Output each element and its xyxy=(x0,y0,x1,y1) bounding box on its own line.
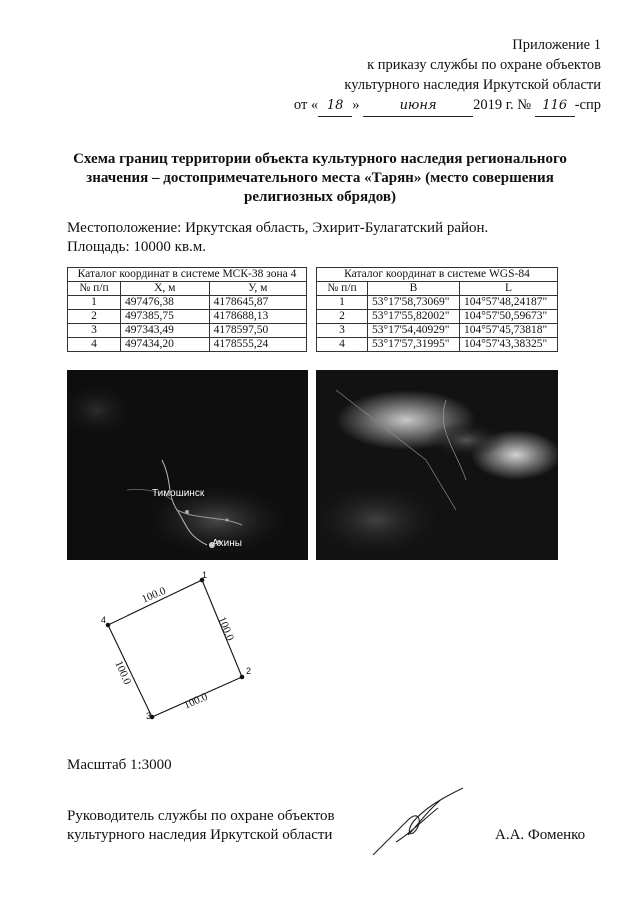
coordinate-cell: 53°17'55,82002" xyxy=(368,310,460,324)
coordinate-cell: 497476,38 xyxy=(121,296,210,310)
date-day: 18 xyxy=(318,96,352,117)
side-length-2-3: 100.0 xyxy=(182,690,210,712)
coordinate-cell: 104°57'50,59673" xyxy=(459,310,557,324)
appendix-title: Приложение 1 xyxy=(512,37,601,53)
point-number-cell: 1 xyxy=(317,296,368,310)
side-length-1-2: 100.0 xyxy=(215,615,237,643)
table-row xyxy=(68,296,307,310)
table-row xyxy=(317,338,558,352)
point-label-2: 2 xyxy=(246,666,252,676)
scale-text: Масштаб 1:3000 xyxy=(67,757,172,773)
column-header: У, м xyxy=(209,282,306,296)
point-number-cell: 3 xyxy=(68,324,121,338)
coordinate-table-wgs84 xyxy=(316,267,558,352)
area-text: Площадь: 10000 кв.м. xyxy=(67,239,207,255)
order-authority: культурного наследия Иркутской области xyxy=(344,77,601,93)
coordinate-cell: 4178688,13 xyxy=(209,310,306,324)
coordinate-cell: 104°57'48,24187" xyxy=(459,296,557,310)
satellite-image xyxy=(316,370,558,560)
order-reference: к приказу службы по охране объектов xyxy=(367,57,601,73)
order-number: 116 xyxy=(535,96,575,117)
table-row xyxy=(317,324,558,338)
satellite-terrain xyxy=(316,370,558,560)
point-number-cell: 2 xyxy=(317,310,368,324)
coordinate-cell: 53°17'54,40929" xyxy=(368,324,460,338)
signer-position-line1: Руководитель службы по охране объектов xyxy=(67,808,335,824)
coordinate-cell: 4178597,50 xyxy=(209,324,306,338)
table-row xyxy=(68,310,307,324)
column-header: № п/п xyxy=(317,282,368,296)
point-number-cell: 4 xyxy=(68,338,121,352)
column-header: № п/п xyxy=(68,282,121,296)
point-label-3: 3 xyxy=(146,711,152,721)
map-label-akhiny: Ахины xyxy=(212,538,242,549)
location-text: Местоположение: Иркутская область, Эхирит-Булагатский район. xyxy=(67,220,489,236)
coordinate-cell: 4178555,24 xyxy=(209,338,306,352)
coordinate-cell: 497343,49 xyxy=(121,324,210,338)
point-number-cell: 2 xyxy=(68,310,121,324)
order-date-line: от « 18 » июня 2019 г. № 116 -спр xyxy=(294,95,601,117)
appendix-header xyxy=(294,35,601,117)
side-length-3-4: 100.0 xyxy=(112,659,134,687)
coordinate-cell: 53°17'58,73069" xyxy=(368,296,460,310)
date-year: 2019 г. № xyxy=(473,97,532,113)
table-caption: Каталог координат в системе WGS-84 xyxy=(317,268,558,282)
coordinate-cell: 497434,20 xyxy=(121,338,210,352)
boundary-point-4 xyxy=(106,623,111,628)
coordinate-cell: 53°17'57,31995" xyxy=(368,338,460,352)
column-header: L xyxy=(459,282,557,296)
signer-position-line2: культурного наследия Иркутской области xyxy=(67,827,333,843)
column-header: B xyxy=(368,282,460,296)
table-row xyxy=(317,296,558,310)
overview-map-image xyxy=(67,370,308,560)
boundary-plan xyxy=(85,570,265,725)
table-row xyxy=(317,310,558,324)
point-number-cell: 3 xyxy=(317,324,368,338)
coordinate-cell: 497385,75 xyxy=(121,310,210,324)
point-number-cell: 4 xyxy=(317,338,368,352)
coordinate-cell: 104°57'45,73818" xyxy=(459,324,557,338)
table-row xyxy=(68,324,307,338)
handwritten-signature xyxy=(368,780,468,860)
coordinate-cell: 4178645,87 xyxy=(209,296,306,310)
overview-map-terrain xyxy=(67,370,308,560)
document-title: Схема границ территории объекта культурного наследия регионального значения – достопримечательного места «Тарян» (место совершения религиозных обрядов) xyxy=(73,151,567,205)
point-label-1: 1 xyxy=(202,570,208,580)
coordinate-cell: 104°57'43,38325" xyxy=(459,338,557,352)
table-caption: Каталог координат в системе МСК-38 зона 4 xyxy=(68,268,307,282)
point-label-4: 4 xyxy=(101,615,107,625)
coordinate-table-msk38 xyxy=(67,267,307,352)
map-label-timoshinsk: Тимошинск xyxy=(152,488,205,499)
boundary-polygon xyxy=(108,580,242,717)
table-row xyxy=(68,338,307,352)
point-number-cell: 1 xyxy=(68,296,121,310)
side-length-4-1: 100.0 xyxy=(140,584,168,606)
date-month: июня xyxy=(363,96,473,117)
boundary-point-2 xyxy=(240,675,245,680)
signer-name: А.А. Фоменко xyxy=(495,827,586,843)
column-header: X, м xyxy=(121,282,210,296)
